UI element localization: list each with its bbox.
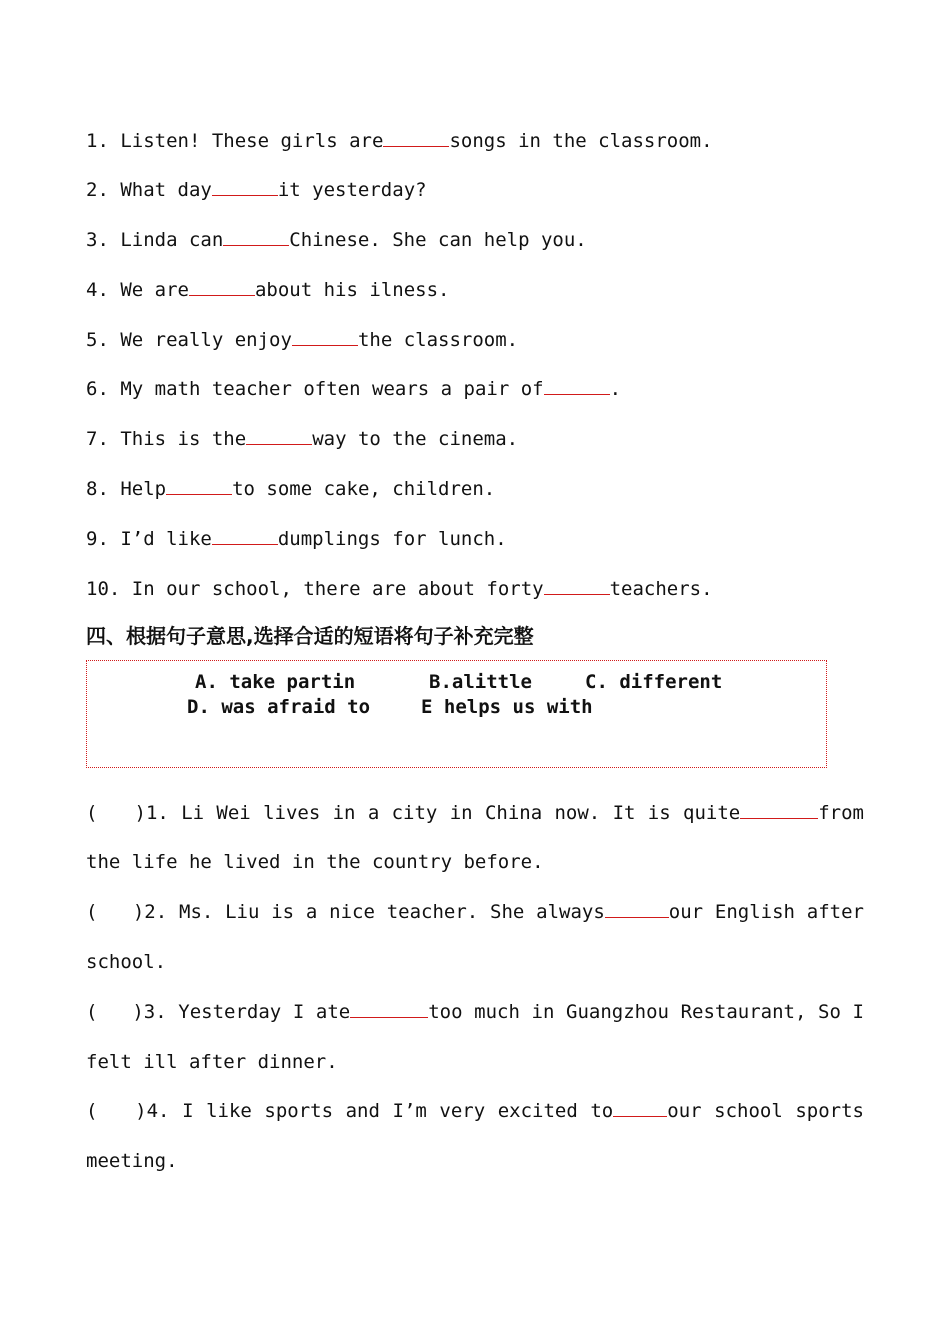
blank-question-4: 4. We are about his ilness. <box>86 279 450 301</box>
option-a: A. take partin <box>195 671 356 693</box>
blank-question-7: 7. This is the way to the cinema. <box>86 428 519 450</box>
choice-question-1: ( )1. Li Wei lives in a city in China now. It is quite from <box>86 802 864 824</box>
answer-blank[interactable] <box>292 331 358 346</box>
answer-blank[interactable] <box>613 1102 667 1117</box>
blank-question-5: 5. We really enjoy the classroom. <box>86 329 519 351</box>
section-heading: 四、根据句子意思,选择合适的短语将句子补充完整 <box>86 624 534 648</box>
answer-blank[interactable] <box>189 281 255 296</box>
choice-question-3-continuation: felt ill after dinner. <box>86 1051 338 1073</box>
answer-blank[interactable] <box>166 480 232 495</box>
answer-blank[interactable] <box>544 380 610 395</box>
option-d: D. was afraid to <box>187 696 371 718</box>
blank-question-2: 2. What day it yesterday? <box>86 179 427 201</box>
choice-question-2-continuation: school. <box>86 951 167 973</box>
answer-blank[interactable] <box>212 181 278 196</box>
choice-question-1-continuation: the life he lived in the country before. <box>86 851 544 873</box>
answer-blank[interactable] <box>350 1003 428 1018</box>
answer-blank[interactable] <box>383 132 449 147</box>
answer-blank[interactable] <box>212 530 278 545</box>
answer-blank[interactable] <box>246 430 312 445</box>
answer-blank[interactable] <box>605 903 669 918</box>
answer-blank[interactable] <box>223 231 289 246</box>
choice-question-4: ( )4. I like sports and I’m very excited to our school sports <box>86 1100 864 1122</box>
answer-blank[interactable] <box>544 580 610 595</box>
options-box <box>86 660 827 768</box>
option-e: E helps us with <box>421 696 593 718</box>
blank-question-3: 3. Linda can Chinese. She can help you. <box>86 229 587 251</box>
blank-question-6: 6. My math teacher often wears a pair of . <box>86 378 622 400</box>
blank-question-8: 8. Help to some cake, children. <box>86 478 496 500</box>
choice-question-3: ( )3. Yesterday I ate too much in Guangzhou Restaurant, So I <box>86 1001 864 1023</box>
answer-blank[interactable] <box>740 804 818 819</box>
choice-question-4-continuation: meeting. <box>86 1150 178 1172</box>
blank-question-1: 1. Listen! These girls are songs in the classroom. <box>86 130 713 152</box>
option-c: C. different <box>585 671 723 693</box>
blank-question-10: 10. In our school, there are about forty teachers. <box>86 578 713 600</box>
choice-question-2: ( )2. Ms. Liu is a nice teacher. She always our English after <box>86 901 864 923</box>
blank-question-9: 9. I’d like dumplings for lunch. <box>86 528 507 550</box>
option-b: B.alittle <box>429 671 532 693</box>
